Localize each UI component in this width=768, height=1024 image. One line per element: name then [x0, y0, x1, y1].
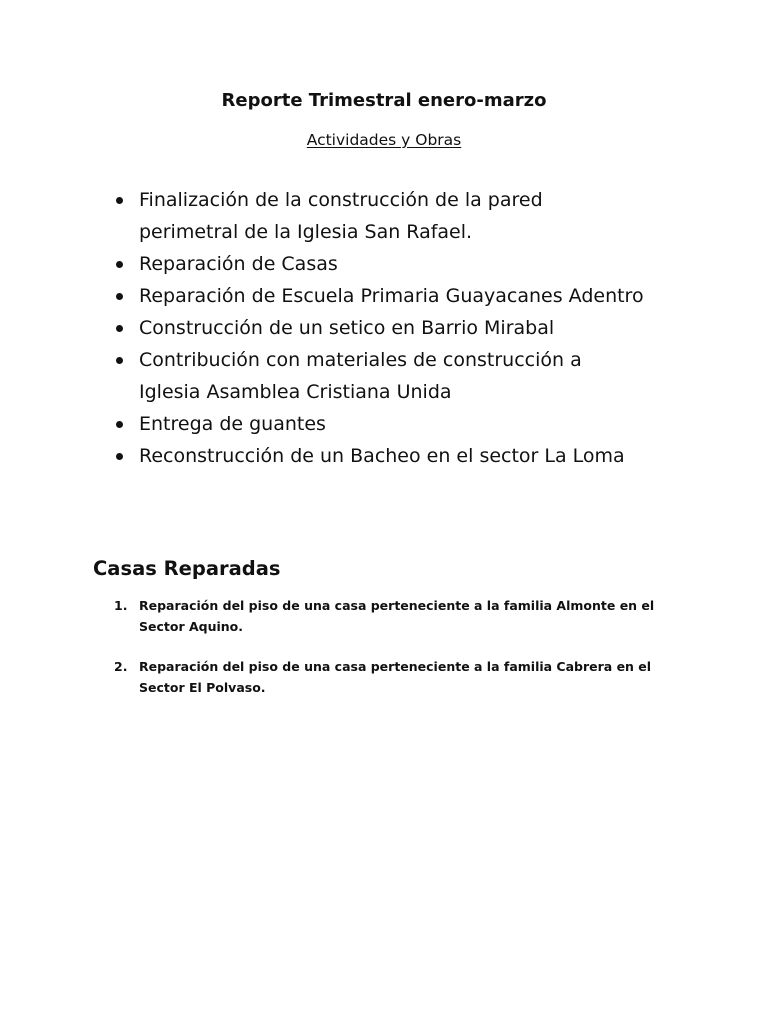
bullet-icon	[116, 325, 123, 332]
bullet-icon	[116, 357, 123, 364]
activities-list	[112, 184, 712, 472]
list-item	[112, 280, 712, 312]
list-item-text: perimetral de la Iglesia San Rafael.	[139, 221, 473, 243]
list-item-text: Sector El Polvaso.	[139, 680, 266, 695]
bullet-icon	[116, 421, 123, 428]
list-item-text: Iglesia Asamblea Cristiana Unida	[139, 381, 452, 403]
list-item	[112, 408, 712, 440]
list-item-number: 1.	[114, 598, 128, 613]
list-item	[112, 184, 712, 248]
bullet-icon	[116, 453, 123, 460]
list-item-text: Finalización de la construcción de la pared	[139, 189, 543, 211]
list-item	[112, 440, 712, 472]
list-item	[112, 344, 712, 408]
list-item-text: Reparación del piso de una casa perteneciente a la familia Cabrera en el	[139, 659, 652, 674]
list-item-text: Entrega de guantes	[139, 413, 326, 435]
document-subtitle: Actividades y Obras	[306, 131, 462, 149]
list-item-text: Reparación de Escuela Primaria Guayacanes Adentro	[139, 285, 644, 307]
bullet-icon	[116, 197, 123, 204]
list-item-text: Construcción de un setico en Barrio Mirabal	[139, 317, 555, 339]
repaired-houses-list	[114, 595, 674, 717]
bullet-icon	[116, 293, 123, 300]
list-item	[112, 248, 712, 280]
document-title: Reporte Trimestral enero-marzo	[221, 90, 547, 111]
list-item	[114, 656, 674, 698]
bullet-icon	[116, 261, 123, 268]
section-heading: Casas Reparadas	[93, 557, 281, 580]
list-item	[114, 595, 674, 637]
list-item-text: Reconstrucción de un Bacheo en el sector La Loma	[139, 445, 625, 467]
list-item-text: Reparación de Casas	[139, 253, 338, 275]
list-item-number: 2.	[114, 659, 128, 674]
list-item	[112, 312, 712, 344]
list-item-text: Sector Aquino.	[139, 619, 244, 634]
list-item-text: Contribución con materiales de construcción a	[139, 349, 582, 371]
list-item-text: Reparación del piso de una casa perteneciente a la familia Almonte en el	[139, 598, 655, 613]
